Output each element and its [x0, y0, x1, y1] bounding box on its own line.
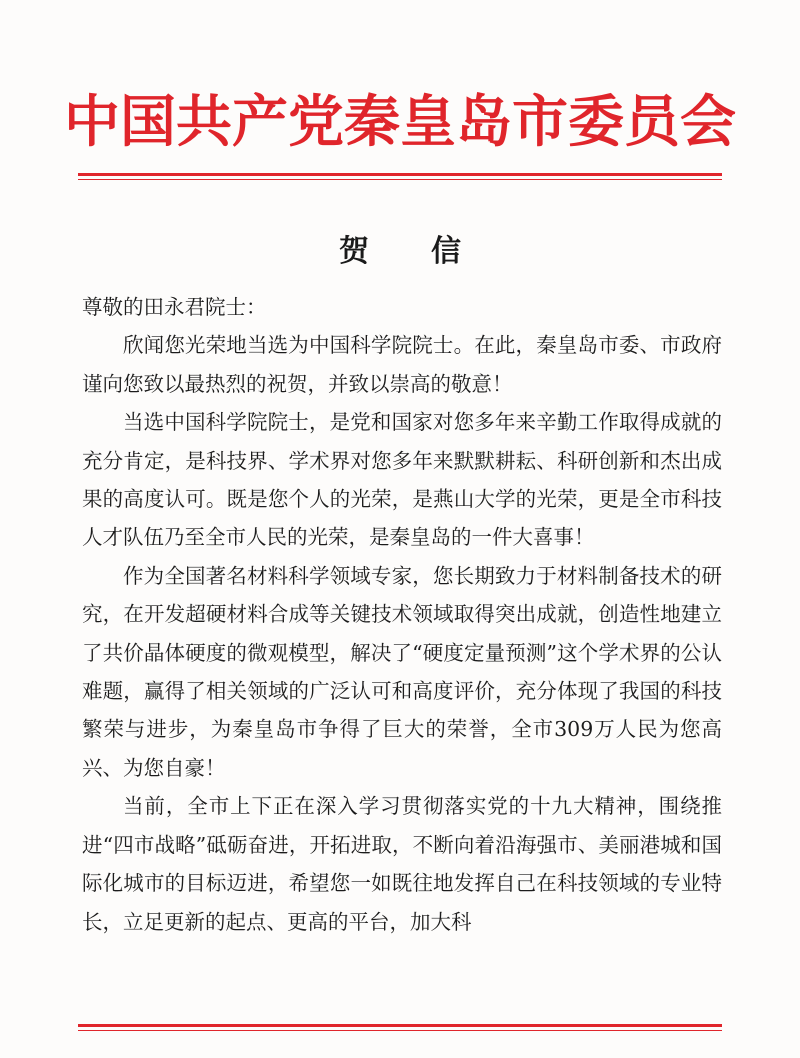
letterhead-rule-thin	[78, 179, 722, 180]
letterhead-org-name: 中国共产党秦皇岛市委员会	[64, 89, 736, 155]
letter-salutation: 尊敬的田永君院士：	[82, 295, 267, 319]
letter-body	[82, 288, 722, 941]
letter-paragraph-3: 作为全国著名材料科学领域专家，您长期致力于材料制备技术的研究，在开发超硬材料合成等关键技术领域取得突出成就，创造性地建立了共价晶体硬度的微观模型，解决了“硬度定量预测”这个学术界的公认难题，赢得了相关领域的广泛认可和高度评价，充分体现了我国的科技繁荣与进步，为秦皇岛市争得了巨大的荣誉，全市309万人民为您高兴、为您自豪！	[82, 563, 722, 780]
footer-rule-thin	[78, 1030, 722, 1031]
letterhead-rule-thick	[78, 173, 722, 176]
letter-paragraph-1: 欣闻您光荣地当选为中国科学院院士。在此，秦皇岛市委、市政府谨向您致以最热烈的祝贺，并致以崇高的敬意！	[82, 333, 722, 396]
letter-title: 贺信	[339, 234, 523, 269]
letter-paragraph-2: 当选中国科学院院士，是党和国家对您多年来辛勤工作取得成就的充分肯定，是科技界、学术界对您多年来默默耕耘、科研创新和杰出成果的高度认可。既是您个人的光荣，是燕山大学的光荣，更是全市科技人才队伍乃至全市人民的光荣，是秦皇岛的一件大喜事！	[82, 410, 722, 550]
footer-rule-thick	[78, 1024, 722, 1027]
letter-paragraph-4: 当前，全市上下正在深入学习贯彻落实党的十九大精神，围绕推进“四市战略”砥砺奋进，开拓进取，不断向着沿海强市、美丽港城和国际化城市的目标迈进，希望您一如既往地发挥自己在科技领域的专业特长，立足更新的起点、更高的平台，加大科	[82, 794, 722, 934]
